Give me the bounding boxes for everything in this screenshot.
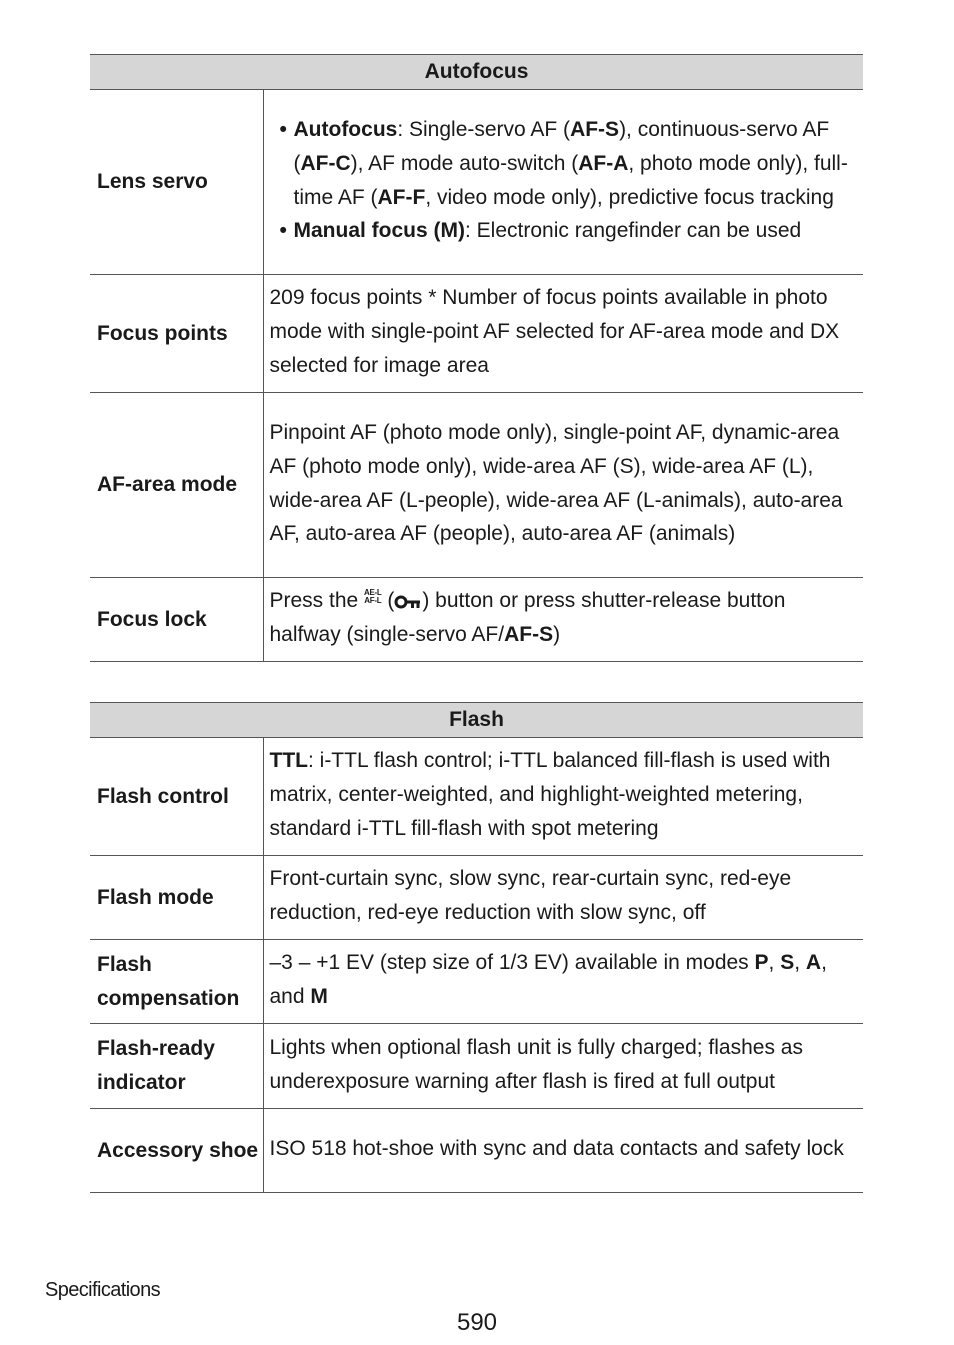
row-value-lens-servo [263, 90, 863, 275]
flash-table-header: Flash [90, 703, 863, 738]
row-label-flash-control: Flash control [90, 738, 263, 856]
row-value-focus-lock [263, 578, 863, 662]
lens-servo-text-part: Autofocus [293, 117, 398, 141]
table-row [90, 738, 863, 856]
table-row [90, 1109, 863, 1193]
row-value-flash-compensation [263, 940, 863, 1024]
lens-servo-text-part: AF-A [578, 151, 629, 175]
row-value-accessory-shoe: ISO 518 hot-shoe with sync and data contacts and safety lock [263, 1109, 863, 1193]
lens-servo-text-part: ), AF mode auto-switch ( [350, 151, 579, 175]
row-value-flash-ready: Lights when optional flash unit is fully charged; flashes as underexposure warning after flash is fired at full output [263, 1024, 863, 1109]
flash-compensation-text-part: A [805, 951, 822, 975]
row-label-flash-compensation: Flash compensation [90, 940, 263, 1024]
ae-l-af-l-button-icon: AE-L AF-L [364, 588, 382, 606]
lens-servo-text-part: , video mode only), predictive focus tracking [425, 185, 834, 209]
flash-compensation-text-part: –3 – +1 EV (step size of 1/3 EV) available in modes [269, 951, 755, 975]
lens-servo-text-part: AF-S [570, 117, 620, 141]
focus-lock-mode: AF-S [504, 623, 554, 646]
row-value-focus-points: 209 focus points * Number of focus points available in photo mode with single-point AF selected for AF-area mode and DX selected for image area [263, 275, 863, 393]
lens-servo-text-part: , photo mode only), full-time AF ( [293, 151, 848, 209]
lens-servo-text-part: : Electronic rangefinder can be used [465, 219, 802, 243]
flash-spec-table [90, 702, 863, 1193]
flash-control-text: : i-TTL flash control; i-TTL balanced fill-flash is used with matrix, center-weighted, and highlight-weighted metering, standard i-TTL fill-flash with spot metering [269, 749, 831, 840]
row-label-flash-ready: Flash-ready indicator [90, 1024, 263, 1109]
table-row [90, 275, 863, 393]
table-row [90, 393, 863, 578]
list-item [270, 113, 858, 214]
lens-servo-text-part: ), continuous-servo AF ( [293, 117, 830, 175]
lens-servo-text-part: Manual focus (M) [293, 219, 465, 243]
table-row [90, 1024, 863, 1109]
row-label-focus-lock: Focus lock [90, 578, 263, 662]
lens-servo-text-part: AF-C [300, 151, 351, 175]
row-value-af-area-mode: Pinpoint AF (photo mode only), single-point AF, dynamic-area AF (photo mode only), wide-area AF (S), wide-area AF (L), wide-area AF (L-people), wide-area AF (L-animals), auto-area AF, auto-area AF (people), auto-area AF (animals) [263, 393, 863, 578]
row-value-flash-mode: Front-curtain sync, slow sync, rear-curtain sync, red-eye reduction, red-eye reduction with slow sync, off [263, 856, 863, 940]
flash-compensation-text-part: , [768, 951, 781, 975]
row-label-focus-points: Focus points [90, 275, 263, 393]
table-row [90, 940, 863, 1024]
flash-compensation-text-part: M [310, 985, 328, 1008]
row-label-flash-mode: Flash mode [90, 856, 263, 940]
flash-compensation-text-part: , and [269, 951, 827, 1008]
focus-lock-text-after: ) button or press shutter-release button halfway (single-servo AF/ [269, 589, 786, 646]
focus-lock-text-before: Press the [269, 589, 365, 613]
bullet-icon: • [279, 219, 287, 243]
bullet-icon: • [279, 117, 287, 141]
autofocus-table-header: Autofocus [90, 55, 863, 90]
row-label-lens-servo: Lens servo [90, 90, 263, 275]
autofocus-spec-table [90, 54, 863, 662]
row-label-accessory-shoe: Accessory shoe [90, 1109, 263, 1193]
lens-servo-text-part: AF-F [377, 185, 426, 209]
footer-section-title: Specifications [45, 1279, 160, 1301]
table-row [90, 856, 863, 940]
lens-servo-text-part: : Single-servo AF ( [397, 117, 571, 141]
focus-lock-open-paren: ( [381, 589, 395, 613]
protect-key-icon [394, 594, 422, 610]
page-number: 590 [456, 1309, 498, 1336]
table-row [90, 90, 863, 275]
row-label-af-area-mode: AF-area mode [90, 393, 263, 578]
list-item [270, 214, 858, 248]
flash-compensation-text-part: P [754, 951, 769, 975]
lens-servo-list [270, 113, 858, 248]
focus-lock-close: ) [553, 623, 561, 646]
flash-control-ttl: TTL [269, 749, 308, 773]
table-row [90, 578, 863, 662]
flash-compensation-text-part: , [794, 951, 806, 975]
row-value-flash-control [263, 738, 863, 856]
flash-compensation-text-part: S [780, 951, 795, 975]
